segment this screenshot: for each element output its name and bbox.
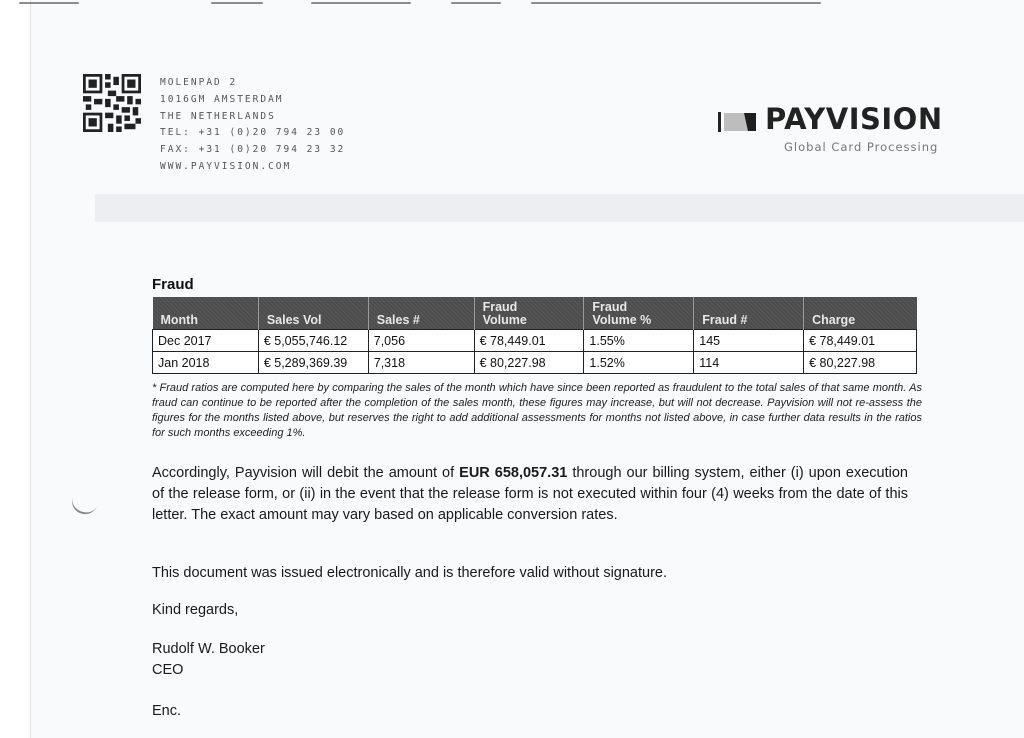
table-row — [153, 330, 917, 352]
cell-fraud-count: 145 — [694, 330, 804, 352]
cell-fraud-volume-pct: 1.52% — [584, 352, 694, 374]
signatory-name: Rudolf W. Booker — [152, 641, 265, 657]
column-header-fraud-volume: Fraud Volume — [474, 297, 584, 330]
scan-artifact — [19, 2, 79, 4]
table-row — [153, 352, 917, 374]
redaction-band — [95, 194, 1024, 222]
qr-code-icon — [83, 74, 141, 132]
cell-fraud-volume: € 80,227.98 — [474, 352, 584, 374]
logo-tagline: Global Card Processing — [784, 140, 939, 154]
fraud-footnote: * Fraud ratios are computed here by comparing the sales of the month which have since been reported as fraudulent to the total sales of that same month. As fraud can continue to be reported after the completion of the sales month, these figures may increase, but will not decrease. Payvision will not re-assess the figures for the months listed above, but reserves the right to add additional assessments for months not listed above, in case further data results in the ratios for such months exceeding 1%. — [152, 382, 922, 439]
column-header-fraud-volume-pct: Fraud Volume % — [584, 297, 694, 330]
electronic-notice: This document was issued electronically and is therefore valid without signature. — [152, 565, 668, 581]
cell-month: Jan 2018 — [153, 352, 259, 374]
logo-name: PAYVISION — [765, 102, 943, 136]
cell-month: Dec 2017 — [153, 330, 259, 352]
address-line: 1016GM AMSTERDAM — [160, 93, 284, 105]
scan-artifact — [211, 2, 263, 4]
cell-fraud-volume-pct: 1.55% — [584, 330, 694, 352]
scan-artifact — [531, 2, 821, 4]
column-header-sales-count: Sales # — [368, 297, 474, 330]
cell-sales-vol: € 5,055,746.12 — [258, 330, 368, 352]
cell-charge: € 80,227.98 — [804, 352, 917, 374]
closing: Kind regards, — [152, 602, 239, 618]
website-line: WWW.PAYVISION.COM — [160, 160, 292, 172]
logo-mark-icon — [718, 110, 758, 134]
scan-mark — [68, 490, 99, 518]
column-header-fraud-count: Fraud # — [694, 297, 804, 330]
cell-fraud-volume: € 78,449.01 — [474, 330, 584, 352]
cell-fraud-count: 114 — [694, 352, 804, 374]
column-header-month: Month — [153, 297, 259, 330]
cell-sales-count: 7,318 — [368, 352, 474, 374]
table-header-row — [153, 297, 917, 330]
company-address — [160, 75, 345, 176]
address-line: THE NETHERLANDS — [160, 110, 276, 122]
enclosure-note: Enc. — [152, 703, 182, 719]
cell-sales-count: 7,056 — [368, 330, 474, 352]
section-title: Fraud — [152, 276, 194, 293]
phone-line: TEL: +31 (0)20 794 23 00 — [160, 127, 346, 139]
debit-paragraph: Accordingly, Payvision will debit the amount of EUR 658,057.31 through our billing system, either (i) upon execution of the release form, or (ii) in the event that the release form is not executed within four (4) weeks from the date of this letter. The exact amount may vary based on applicable conversion rates. — [152, 465, 908, 523]
scan-artifact — [311, 2, 411, 4]
column-header-charge: Charge — [804, 297, 917, 330]
address-line: MOLENPAD 2 — [160, 77, 238, 88]
fax-line: FAX: +31 (0)20 794 23 32 — [160, 144, 346, 156]
signatory-title: CEO — [152, 662, 184, 678]
scan-artifact — [451, 2, 501, 4]
debit-amount: EUR 658,057.31 — [459, 465, 568, 481]
payvision-logo — [718, 104, 978, 158]
column-header-sales-vol: Sales Vol — [258, 297, 368, 330]
cell-sales-vol: € 5,289,369.39 — [258, 352, 368, 374]
cell-charge: € 78,449.01 — [804, 330, 917, 352]
fraud-table — [152, 297, 917, 374]
